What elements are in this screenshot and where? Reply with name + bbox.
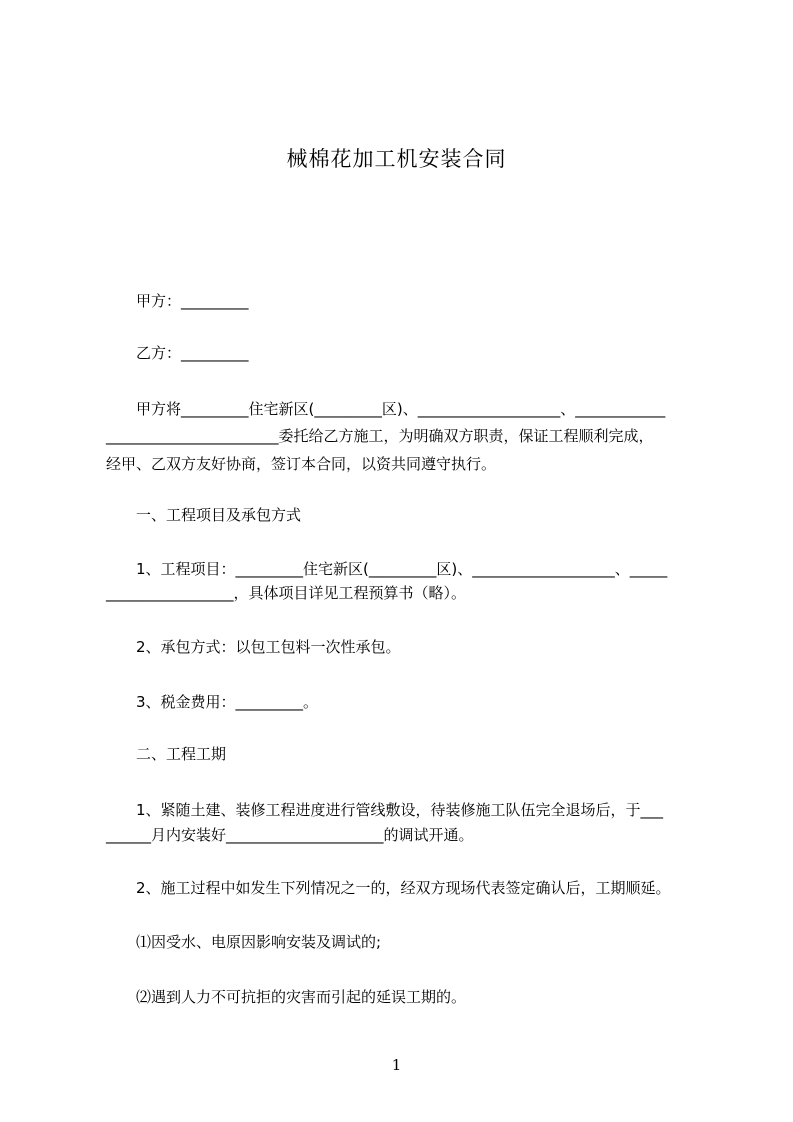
section-2-heading: 二、工程工期 — [136, 745, 227, 763]
page-number: 1 — [391, 1056, 402, 1074]
item-1-line-1: 1、工程项目：_________住宅新区(_________区)、___________________、_____ — [136, 560, 668, 578]
intro-line-2: _______________________委托给乙方施工，为明确双方职责，保证工程顺利完成， — [106, 427, 654, 445]
period-2: 2、施工过程中如发生下列情况之一的，经双方现场代表签定确认后，工期顺延。 — [136, 879, 671, 897]
period-1-line-1: 1、紧随土建、装修工程进度进行管线敷设，待装修施工队伍完全退场后，于___ — [136, 801, 664, 819]
period-1-line-2: ______月内安装好_____________________的调试开通。 — [106, 826, 474, 844]
document-title: 械棉花加工机安装合同 — [286, 147, 507, 171]
party-a-line: 甲方：_________ — [136, 292, 249, 310]
section-1-heading: 一、工程项目及承包方式 — [136, 506, 302, 524]
intro-line-1: 甲方将_________住宅新区(_________区)、___________________、____________ — [136, 400, 666, 418]
item-1-line-2: _________________，具体项目详见工程预算书（略）。 — [106, 584, 467, 602]
intro-line-3: 经甲、乙双方友好协商，签订本合同，以资共同遵守执行。 — [106, 455, 497, 473]
item-3: 3、税金费用：_________。 — [136, 693, 319, 711]
party-b-line: 乙方：_________ — [136, 344, 249, 362]
condition-1: ⑴因受水、电原因影响安装及调试的; — [136, 933, 382, 951]
item-2: 2、承包方式：以包工包料一次性承包。 — [136, 638, 401, 656]
condition-2: ⑵遇到人力不可抗拒的灾害而引起的延误工期的。 — [136, 988, 467, 1006]
